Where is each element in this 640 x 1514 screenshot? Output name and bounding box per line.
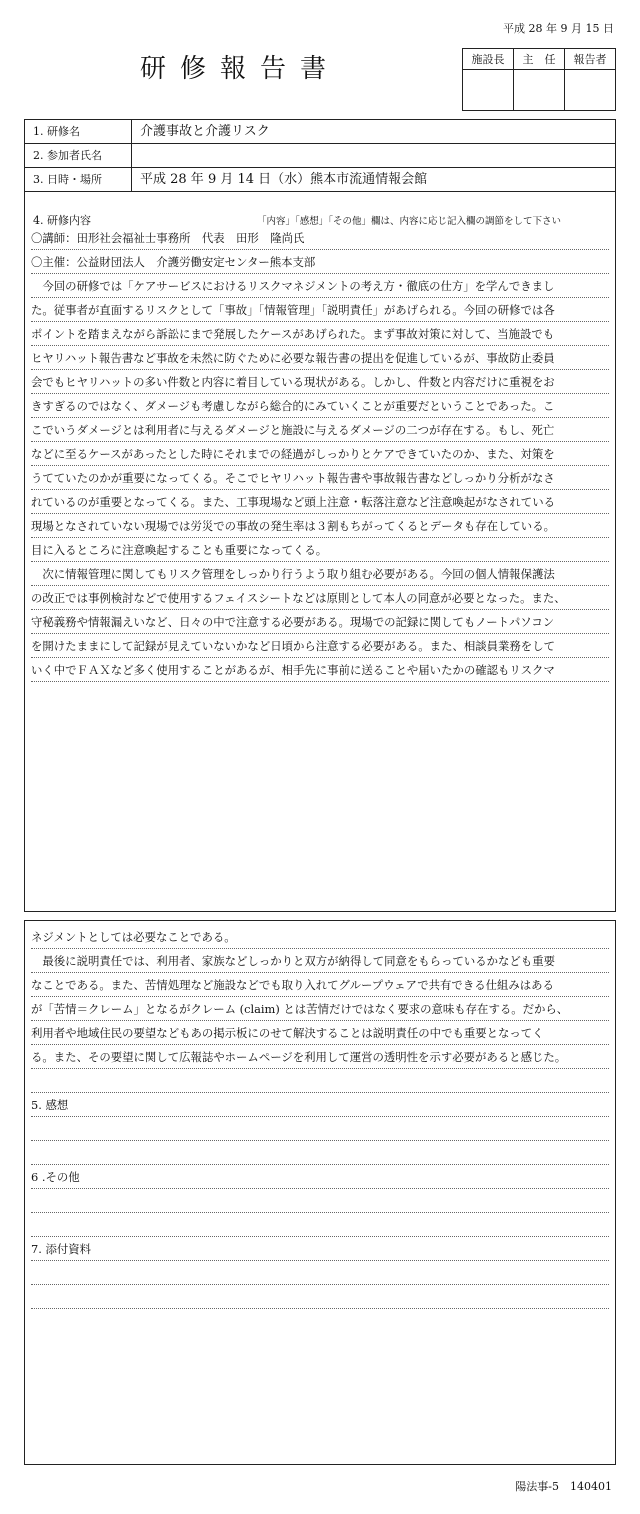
continued-lines [31, 925, 609, 1309]
text-line: 守秘義務や情報漏えいなど、日々の中で注意する必要がある。現場での記録に関してもノートパソコン [31, 610, 609, 634]
stamp-cell-facility-head [463, 70, 514, 111]
text-line: た。従事者が直面するリスクとして「事故」「情報管理」「説明責任」があげられる。今回の研修では各 [31, 298, 609, 322]
text-line: などに至るケースがあったとした時にそれまでの経過がしっかりとケアできていたのか、また、対策を [31, 442, 609, 466]
participant-label: 2. 参加者氏名 [25, 144, 132, 167]
text-line: こでいうダメージとは利用者に与えるダメージと施設に与えるダメージの二つが存在する。もし、死亡 [31, 418, 609, 442]
text-line: きすぎるのではなく、ダメージも考慮しながら総合的にみていくことが重要だということであった。こ [31, 394, 609, 418]
stamp-cell-chief [514, 70, 565, 111]
blank-line [31, 1117, 609, 1141]
datetime-row [25, 168, 615, 192]
blank-line [31, 1213, 609, 1237]
section5-label: 5. 感想 [31, 1093, 609, 1117]
text-line: 会でもヒヤリハットの多い件数と内容に着目している現状がある。しかし、件数と内容だけに重視をお [31, 370, 609, 394]
blank-line [31, 1189, 609, 1213]
blank-line [31, 1141, 609, 1165]
section4-label: 4. 研修内容 [33, 214, 91, 227]
stamp-header-chief: 主 任 [514, 49, 565, 70]
stamp-cell-reporter [565, 70, 616, 111]
section7-label: 7. 添付資料 [31, 1237, 609, 1261]
blank-line [31, 1069, 609, 1093]
section4-note: 「内容」「感想」「その他」欄は、内容に応じ記入欄の調節をして下さい [257, 216, 562, 227]
text-line: 次に情報管理に関してもリスク管理をしっかり行うよう取り組む必要がある。今回の個人情報保護法 [31, 562, 609, 586]
text-line: いく中でＦＡＸなど多く使用することがあるが、相手先に事前に送ることや届いたかの確認もリスクマ [31, 658, 609, 682]
datetime-label: 3. 日時・場所 [25, 168, 132, 191]
section6-label: 6 .その他 [31, 1165, 609, 1189]
text-line: れているのが重要となってくる。また、工事現場など頭上注意・転落注意など注意喚起がなされている [31, 490, 609, 514]
text-line: を開けたままにして記録が見えていないかなど日頃から注意する必要がある。また、相談員業務をして [31, 634, 609, 658]
form-code: 陽法事-5 140401 [515, 1480, 612, 1493]
text-line: ポイントを踏まえながら訴訟にまで発展したケースがあげられた。まず事故対策に対して、当施設でも [31, 322, 609, 346]
report-date: 平成 28 年 9 月 15 日 [503, 22, 614, 35]
blank-line [31, 1261, 609, 1285]
text-line: が「苦情＝クレーム」となるがクレーム (claim) とは苦情だけではなく要求の意味も存在する。だから、 [31, 997, 609, 1021]
approval-stamp-table [462, 48, 616, 111]
text-line: 現場となされていない現場では労災での事故の発生率は３割もちがってくるとデータも存在している。 [31, 514, 609, 538]
text-line: なことである。また、苦情処理など施設などでも取り入れてグループウェアで共有できる仕組みはある [31, 973, 609, 997]
text-line: ネジメントとしては必要なことである。 [31, 925, 609, 949]
datetime-value: 平成 28 年 9 月 14 日（水）熊本市流通情報会館 [140, 172, 428, 187]
stamp-header-facility-head: 施設長 [463, 49, 514, 70]
text-line: 〇講師：田形社会福祉士事務所 代表 田形 隆尚氏 [31, 226, 609, 250]
text-line: 〇主催：公益財団法人 介護労働安定センター熊本支部 [31, 250, 609, 274]
course-value: 介護事故と介護リスク [140, 124, 270, 139]
participant-row [25, 144, 615, 168]
text-line: 利用者や地域住民の要望などもあの掲示板にのせて解決することは説明責任の中でも重要となってく [31, 1021, 609, 1045]
text-line: 最後に説明責任では、利用者、家族などしっかりと双方が納得して同意をもらっているかなども重要 [31, 949, 609, 973]
course-label: 1. 研修名 [25, 120, 132, 143]
text-line: の改正では事例検討などで使用するフェイスシートなどは原則として本人の同意が必要となった。また、 [31, 586, 609, 610]
report-form-page2 [24, 920, 616, 1465]
stamp-header-reporter: 報告者 [565, 49, 616, 70]
text-line: る。また、その要望に関して広報誌やホームページを利用して運営の透明性を示す必要があると感じた。 [31, 1045, 609, 1069]
report-form-page1 [24, 119, 616, 912]
content-lines [31, 226, 609, 682]
text-line: 目に入るところに注意喚起することも重要になってくる。 [31, 538, 609, 562]
page-title: 研修報告書 [140, 54, 341, 84]
text-line: 今回の研修では「ケアサービスにおけるリスクマネジメントの考え方・徹底の仕方」を学んできまし [31, 274, 609, 298]
text-line: うてていたのかが重要になってくる。そこでヒヤリハット報告書や事故報告書などしっかり分析がなさ [31, 466, 609, 490]
blank-line [31, 1285, 609, 1309]
course-row [25, 120, 615, 144]
text-line: ヒヤリハット報告書など事故を未然に防ぐために必要な報告書の提出を促進しているが、事故防止委員 [31, 346, 609, 370]
